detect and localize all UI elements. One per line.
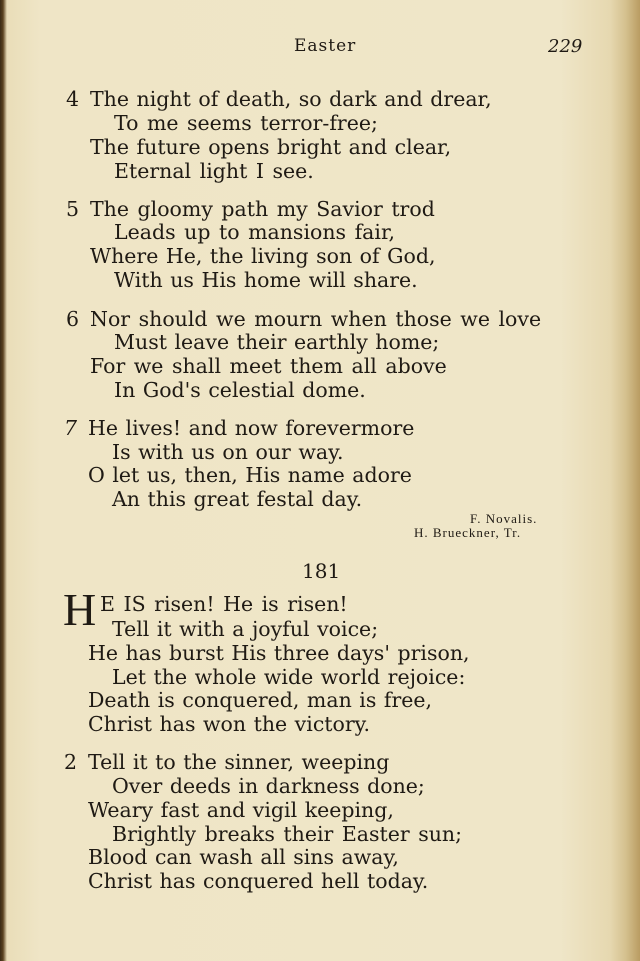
verse-line: Is with us on our way. [112,440,344,464]
verse-line: He has burst His three days' prison, [88,641,470,665]
verse-line: Death is conquered, man is free, [88,688,433,712]
stanza-number: 5 [66,197,80,221]
verse-line: Tell it to the sinner, weeping [88,750,390,774]
stanza-number: 6 [66,307,80,331]
verse-line: O let us, then, His name adore [88,463,412,487]
hymn-number: 181 [302,559,341,583]
verse-line: Leads up to mansions fair, [114,220,396,244]
verse-line: Eternal light I see. [114,159,314,183]
verse-line: Christ has won the victory. [88,712,371,736]
verse-line: To me seems terror-free; [114,111,378,135]
verse-line: Must leave their earthly home; [114,330,440,354]
verse-line: The future opens bright and clear, [90,135,452,159]
verse-line: Blood can wash all sins away, [88,845,399,869]
verse-line: The gloomy path my Savior trod [90,197,435,221]
page-number: 229 [548,36,583,57]
drop-cap: H [63,584,97,635]
verse-line: E IS risen! He is risen! [100,592,348,616]
verse-line: Brightly breaks their Easter sun; [112,822,463,846]
verse-line: Nor should we mourn when those we love [90,307,542,331]
verse-line: Over deeds in darkness done; [112,774,425,798]
verse-line: Let the whole wide world rejoice: [112,665,466,689]
verse-line: Where He, the living son of God, [90,244,436,268]
section-title: Easter [294,36,357,56]
stanza-number: 7 [64,416,78,440]
verse-line: With us His home will share. [114,268,418,292]
verse-line: He lives! and now forevermore [88,416,415,440]
verse-line: For we shall meet them all above [90,354,447,378]
verse-line: Christ has conquered hell today. [88,869,429,893]
stanza-number: 4 [66,87,80,111]
verse-line: An this great festal day. [112,487,363,511]
verse-line: Tell it with a joyful voice; [112,617,379,641]
stanza-number: 2 [64,750,78,774]
running-head [0,36,640,60]
verse-line: The night of death, so dark and drear, [90,87,492,111]
verse-line: Weary fast and vigil keeping, [88,798,394,822]
verse-line: In God's celestial dome. [114,378,366,402]
translator-credit: H. Brueckner, Tr. [414,525,522,540]
author-credit: F. Novalis. [470,511,538,526]
